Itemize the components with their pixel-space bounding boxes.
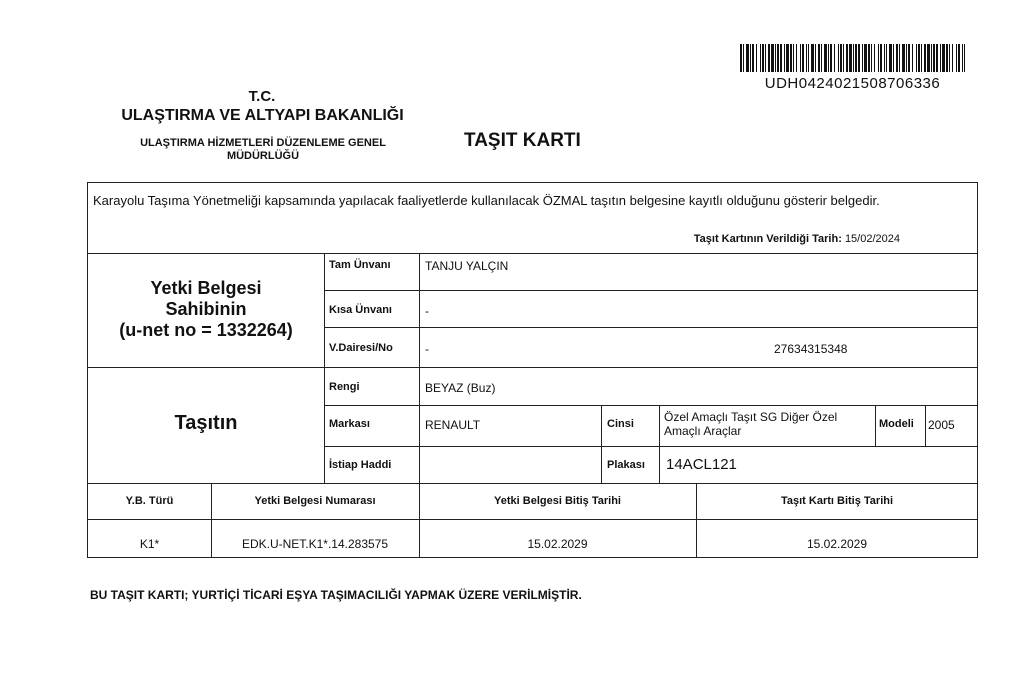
- divider: [324, 405, 978, 406]
- barcode-bar: [786, 44, 789, 72]
- barcode-bar: [834, 44, 835, 72]
- header-card-expiry: Taşıt Kartı Bitiş Tarihi: [780, 495, 894, 507]
- barcode-bar: [765, 44, 766, 72]
- divider: [87, 367, 978, 368]
- barcode-bar: [740, 44, 742, 72]
- short-title-label: Kısa Ünvanı: [329, 304, 392, 316]
- header-yb-type: Y.B. Türü: [125, 495, 174, 507]
- issue-date-label: Taşıt Kartının Verildiği Tarih:: [693, 233, 842, 245]
- barcode-bar: [855, 44, 857, 72]
- barcode-bar: [821, 44, 822, 72]
- description-text: Karayolu Taşıma Yönetmeliği kapsamında yapılacak faaliyetlerde kullanılacak ÖZMAL taşıtın belgesine kayıtlı olduğunu gösterir belgedir.: [93, 193, 880, 208]
- barcode-bar: [780, 44, 782, 72]
- barcode-bar: [964, 44, 965, 72]
- barcode-bar: [843, 44, 844, 72]
- barcode-bar: [790, 44, 792, 72]
- color-label: Rengi: [329, 381, 360, 393]
- plate-label: Plakası: [607, 459, 645, 471]
- model-label: Modeli: [879, 418, 914, 430]
- type-value: Özel Amaçlı Taşıt SG Diğer Özel Amaçlı Araçlar: [664, 410, 838, 438]
- divider: [87, 519, 978, 520]
- barcode-bar: [916, 44, 917, 72]
- barcode-bar: [874, 44, 875, 72]
- barcode-bar: [912, 44, 913, 72]
- barcode-bar: [806, 44, 807, 72]
- header-permit-expiry: Yetki Belgesi Bitiş Tarihi: [494, 495, 621, 507]
- divider: [601, 405, 602, 483]
- barcode-bar: [775, 44, 776, 72]
- short-title-value: -: [425, 304, 429, 318]
- barcode-bar: [800, 44, 801, 72]
- barcode-bar: [878, 44, 879, 72]
- divider: [324, 290, 978, 291]
- barcode-bar: [880, 44, 882, 72]
- divider: [87, 253, 978, 254]
- barcode-bar: [902, 44, 905, 72]
- barcode-bar: [808, 44, 809, 72]
- brand-label: Markası: [329, 418, 370, 430]
- cell-yb-type: K1*: [139, 537, 160, 551]
- divider: [324, 327, 978, 328]
- barcode-bar: [849, 44, 852, 72]
- barcode-bar: [796, 44, 797, 72]
- tc-heading: T.C.: [248, 88, 276, 105]
- barcode-bar: [811, 44, 814, 72]
- barcode-bar: [858, 44, 860, 72]
- barcode-bar: [924, 44, 926, 72]
- footer-note: BU TAŞIT KARTI; YURTİÇİ TİCARİ EŞYA TAŞIMACILIĞI YAPMAK ÜZERE VERİLMİŞTİR.: [90, 588, 582, 602]
- model-value: 2005: [928, 418, 955, 432]
- barcode-bar: [868, 44, 870, 72]
- barcode-bar: [777, 44, 779, 72]
- barcode-bar: [862, 44, 863, 72]
- barcode-bar: [884, 44, 885, 72]
- barcode-bar: [838, 44, 839, 72]
- barcode-bar: [840, 44, 842, 72]
- barcode-bar: [818, 44, 820, 72]
- document-title: TAŞIT KARTI: [464, 130, 581, 151]
- barcode-bar: [768, 44, 770, 72]
- barcode-bar: [756, 44, 757, 72]
- barcode-bar: [896, 44, 898, 72]
- divider: [875, 405, 876, 446]
- barcode-bar: [899, 44, 900, 72]
- barcode-bar: [824, 44, 827, 72]
- barcode-bar: [958, 44, 960, 72]
- divider: [324, 446, 978, 447]
- barcode-bar: [830, 44, 832, 72]
- barcode-bar: [921, 44, 922, 72]
- barcode-bar: [933, 44, 935, 72]
- barcode-bar: [793, 44, 794, 72]
- issue-date: [600, 233, 900, 245]
- tax-number-value: 27634315348: [774, 342, 848, 356]
- barcode-bar: [802, 44, 804, 72]
- header-permit-number: Yetki Belgesi Numarası: [254, 495, 376, 507]
- barcode-bar: [893, 44, 894, 72]
- barcode-bar: [952, 44, 953, 72]
- barcode-bar: [956, 44, 957, 72]
- barcode-bar: [908, 44, 910, 72]
- barcode-bar: [940, 44, 941, 72]
- full-title-value: TANJU YALÇIN: [425, 259, 509, 273]
- barcode-bar: [927, 44, 930, 72]
- barcode-bar: [784, 44, 785, 72]
- divider: [324, 253, 325, 483]
- vehicle-heading: Taşıtın: [174, 412, 238, 434]
- barcode-bar: [886, 44, 887, 72]
- tax-office-label: V.Dairesi/No: [329, 342, 393, 354]
- divider: [87, 483, 978, 484]
- tax-office-value: -: [425, 342, 429, 356]
- holder-heading-line3: (u-net no = 1332264): [119, 320, 293, 340]
- full-title-label: Tam Ünvanı: [329, 259, 391, 271]
- barcode-bar: [918, 44, 920, 72]
- holder-heading-line1: Yetki Belgesi: [150, 278, 262, 298]
- directorate-name: ULAŞTIRMA HİZMETLERİ DÜZENLEME GENEL MÜDÜRLÜĞÜ: [140, 137, 386, 162]
- barcode-bar: [864, 44, 867, 72]
- type-label: Cinsi: [607, 418, 634, 430]
- brand-value: RENAULT: [425, 418, 481, 432]
- color-value: BEYAZ (Buz): [425, 381, 496, 395]
- barcode-bar: [853, 44, 854, 72]
- holder-heading-line2: Sahibinin: [165, 299, 247, 319]
- barcode-bar: [815, 44, 816, 72]
- barcode-bar: [846, 44, 848, 72]
- barcode-bar: [746, 44, 749, 72]
- barcode-number: UDH0424021508706336: [764, 75, 941, 92]
- divider: [925, 405, 926, 446]
- ministry-name: ULAŞTIRMA VE ALTYAPI BAKANLIĞI: [121, 107, 404, 124]
- barcode-bar: [762, 44, 764, 72]
- barcode-bar: [828, 44, 829, 72]
- cell-permit-expiry: 15.02.2029: [527, 537, 588, 551]
- barcode: [740, 44, 965, 72]
- barcode-bar: [931, 44, 932, 72]
- barcode-bar: [771, 44, 774, 72]
- cell-card-expiry: 15.02.2029: [806, 537, 868, 551]
- barcode-bar: [946, 44, 948, 72]
- barcode-bar: [871, 44, 872, 72]
- barcode-bar: [906, 44, 907, 72]
- barcode-bar: [942, 44, 945, 72]
- barcode-bar: [752, 44, 754, 72]
- barcode-bar: [889, 44, 892, 72]
- divider: [419, 253, 420, 483]
- barcode-bar: [760, 44, 761, 72]
- holder-heading: [90, 278, 322, 341]
- capacity-label: İstiap Haddi: [329, 459, 392, 471]
- barcode-bar: [949, 44, 950, 72]
- barcode-bar: [936, 44, 938, 72]
- issue-date-value: 15/02/2024: [844, 233, 900, 245]
- cell-permit-number: EDK.U-NET.K1*.14.283575: [241, 537, 389, 551]
- barcode-bar: [750, 44, 751, 72]
- barcode-bar: [962, 44, 963, 72]
- barcode-bar: [743, 44, 744, 72]
- divider: [659, 405, 660, 483]
- plate-value: 14ACL121: [666, 456, 737, 473]
